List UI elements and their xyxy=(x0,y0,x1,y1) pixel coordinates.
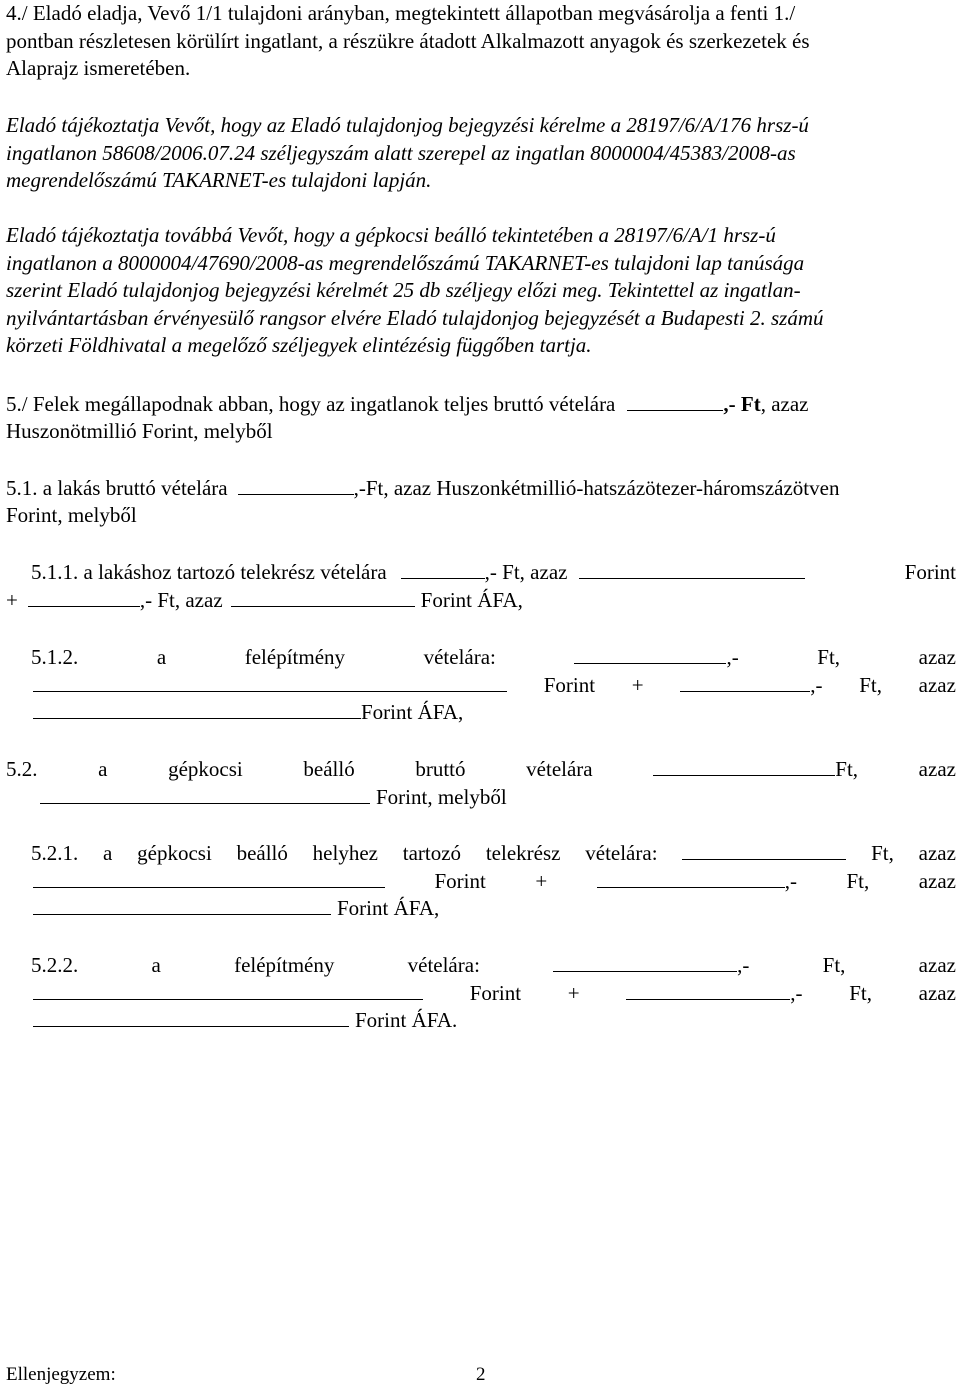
text-segment: ,-Ft, azaz Huszonkétmillió-hatszázötezer-háromszázötven xyxy=(353,476,840,500)
info-line xyxy=(6,167,956,195)
info-line xyxy=(6,112,956,140)
text-word: Ft, xyxy=(846,868,870,893)
text-word: Ft, xyxy=(859,672,882,697)
info-paragraph-2 xyxy=(6,222,956,360)
section-5-2-1 xyxy=(6,839,956,922)
section-4-line xyxy=(6,28,956,56)
text-word: azaz xyxy=(918,980,956,1005)
section-5-1 xyxy=(6,474,956,529)
text-segment: Forint ÁFA, xyxy=(361,700,464,724)
text-word: a xyxy=(98,757,108,781)
section-5-2-1-line-2 xyxy=(6,867,956,895)
text-word: gépkocsi xyxy=(168,757,243,781)
text-line: Huszonötmillió Forint, melyből xyxy=(6,418,273,443)
text-word: felépítmény xyxy=(244,645,346,669)
section-5-1-2-line-3 xyxy=(6,698,956,726)
section-5-1-2 xyxy=(6,643,956,726)
text-line: ingatlanon a 8000004/47690/2008-as megrendelőszámú TAKARNET-es tulajdoni lap tanúsága xyxy=(6,250,805,275)
blank-field xyxy=(680,671,810,692)
text-word: vételára: xyxy=(585,841,658,865)
text-segment: 5.1. a lakás bruttó vételára xyxy=(6,476,228,500)
text-word: + xyxy=(535,868,548,893)
text-line: Forint, melyből xyxy=(6,502,137,527)
text-word: telekrész xyxy=(485,841,561,865)
text-segment: + xyxy=(6,587,18,612)
text-word: 5.2. xyxy=(6,757,38,781)
countersign-label: Ellenjegyzem: xyxy=(6,1364,116,1385)
text-word: Forint xyxy=(469,980,522,1005)
text-segment: ,- Ft, azaz xyxy=(139,587,223,612)
text-segment: Forint ÁFA, xyxy=(420,587,523,612)
currency-label: ,- Ft xyxy=(723,392,761,416)
section-4-line xyxy=(6,0,956,28)
section-5-2-2-line-1 xyxy=(6,951,956,979)
blank-field xyxy=(33,979,423,1000)
blank-field xyxy=(682,839,846,860)
blank-field xyxy=(231,586,415,607)
text-word: ,- xyxy=(790,980,803,1005)
text-segment: , azaz xyxy=(760,392,809,416)
text-word: Ft, xyxy=(835,757,859,781)
text-line: nyilvántartásban érvényesülő rangsor elvére Eladó tulajdonjog bejegyzését a Budapesti 2. számú xyxy=(6,305,824,330)
text-word: Ft, xyxy=(871,841,894,865)
section-5-2-1-line-1 xyxy=(6,839,956,867)
blank-field xyxy=(33,1006,349,1027)
text-line: ingatlanon 58608/2006.07.24 széljegyszám alatt szerepel az ingatlan 8000004/45383/2008-as xyxy=(6,140,796,165)
blank-field xyxy=(40,783,370,804)
section-5-1-2-line-1 xyxy=(6,643,956,671)
text-word: tartozó xyxy=(402,841,462,865)
text-segment: ,- Ft, azaz xyxy=(484,560,568,584)
text-word: Ft, xyxy=(817,645,841,669)
text-word: gépkocsi xyxy=(137,841,212,865)
section-5-2-line-1 xyxy=(6,755,956,783)
info-paragraph-1 xyxy=(6,112,956,195)
blank-field xyxy=(401,558,485,579)
info-line xyxy=(6,305,956,333)
section-5-1-1-line-1 xyxy=(6,558,956,586)
info-line xyxy=(6,250,956,278)
text-word: 5.2.2. xyxy=(31,953,79,977)
text-word: azaz xyxy=(918,757,956,781)
text-line: Eladó tájékoztatja Vevőt, hogy az Eladó tulajdonjog bejegyzési kérelme a 28197/6/A/176 hrsz-ú xyxy=(6,113,809,137)
blank-field xyxy=(238,474,354,495)
info-line xyxy=(6,222,956,250)
section-5 xyxy=(6,390,956,445)
text-word: beálló xyxy=(303,757,355,781)
text-word: azaz xyxy=(918,868,956,893)
blank-field xyxy=(33,671,507,692)
section-5-1-1-line-2 xyxy=(6,586,956,614)
section-5-2-1-line-3 xyxy=(6,894,956,922)
info-line xyxy=(6,332,956,360)
page-footer xyxy=(6,1364,486,1386)
text-segment: 5.1.1. a lakáshoz tartozó telekrész vételára xyxy=(31,560,387,584)
section-5-line-1 xyxy=(6,390,956,418)
text-word: beálló xyxy=(236,841,288,865)
section-5-2-2-line-2 xyxy=(6,979,956,1007)
section-5-2 xyxy=(6,755,956,810)
info-line xyxy=(6,277,956,305)
blank-field xyxy=(626,979,790,1000)
text-word: Forint xyxy=(434,868,486,893)
blank-field xyxy=(579,558,805,579)
text-line: körzeti Földhivatal a megelőző széljegyek elintézésig függőben tartja. xyxy=(6,333,592,357)
text-segment: 5./ Felek megállapodnak abban, hogy az ingatlanok teljes bruttó vételára xyxy=(6,392,616,416)
info-line xyxy=(6,140,956,168)
text-word: vételára: xyxy=(423,645,496,669)
blank-field xyxy=(653,755,835,776)
text-segment: Forint xyxy=(904,560,956,584)
blank-field xyxy=(33,894,331,915)
text-line: Alaprajz ismeretében. xyxy=(6,56,191,80)
text-word: azaz xyxy=(918,953,956,977)
section-5-2-line-2 xyxy=(6,783,956,811)
text-word: 5.2.1. xyxy=(31,841,79,865)
blank-field xyxy=(28,586,140,607)
page-number: 2 xyxy=(476,1364,486,1385)
text-line: 4./ Eladó eladja, Vevő 1/1 tulajdoni arányban, megtekintett állapotban megvásárolja a fenti 1./ xyxy=(6,1,796,25)
text-word: felépítmény xyxy=(234,953,335,977)
text-word: ,- xyxy=(737,953,750,977)
blank-field xyxy=(574,643,726,664)
text-word: 5.1.2. xyxy=(31,645,79,669)
section-5-1-1 xyxy=(6,558,956,613)
section-4 xyxy=(6,0,956,83)
text-word: + xyxy=(631,672,644,697)
text-word: ,- xyxy=(784,868,797,893)
text-segment: Forint ÁFA. xyxy=(355,1008,458,1032)
text-line: pontban részletesen körülírt ingatlant, a részükre átadott Alkalmazott anyagok és szerkezetek és xyxy=(6,28,810,53)
section-4-line xyxy=(6,55,956,83)
text-word: azaz xyxy=(918,841,956,865)
text-word: ,- xyxy=(726,645,739,669)
text-word: + xyxy=(567,980,580,1005)
text-word: azaz xyxy=(918,645,956,669)
text-word: a xyxy=(103,841,113,865)
text-line: megrendelőszámú TAKARNET-es tulajdoni lapján. xyxy=(6,168,432,192)
text-word: a xyxy=(151,953,161,977)
text-word: azaz xyxy=(918,672,956,697)
section-5-2-2 xyxy=(6,951,956,1034)
text-word: Ft, xyxy=(822,953,846,977)
text-word: vételára xyxy=(526,757,593,781)
section-5-1-line-1 xyxy=(6,474,956,502)
text-word: helyhez xyxy=(312,841,378,865)
text-line: Eladó tájékoztatja továbbá Vevőt, hogy a gépkocsi beálló tekintetében a 28197/6/A/1 hrsz-ú xyxy=(6,223,776,247)
text-segment: Forint ÁFA, xyxy=(337,896,440,920)
text-word: a xyxy=(156,645,167,669)
text-word: ,- xyxy=(810,672,823,697)
section-5-line-2 xyxy=(6,418,956,446)
text-word: vételára: xyxy=(407,953,480,977)
blank-field xyxy=(33,867,385,888)
text-word: bruttó xyxy=(415,757,466,781)
text-word: Forint xyxy=(543,672,596,697)
text-segment: Forint, melyből xyxy=(376,784,507,809)
blank-field xyxy=(33,698,361,719)
blank-field xyxy=(597,867,785,888)
text-word: Ft, xyxy=(849,980,872,1005)
blank-field xyxy=(553,951,737,972)
text-line: szerint Eladó tulajdonjog bejegyzési kérelmét 25 db széljegy előzi meg. Tekintettel az ingatlan- xyxy=(6,278,801,302)
section-5-1-2-line-2 xyxy=(6,671,956,699)
blank-field xyxy=(627,390,723,411)
section-5-1-line-2 xyxy=(6,502,956,530)
section-5-2-2-line-3 xyxy=(6,1006,956,1034)
